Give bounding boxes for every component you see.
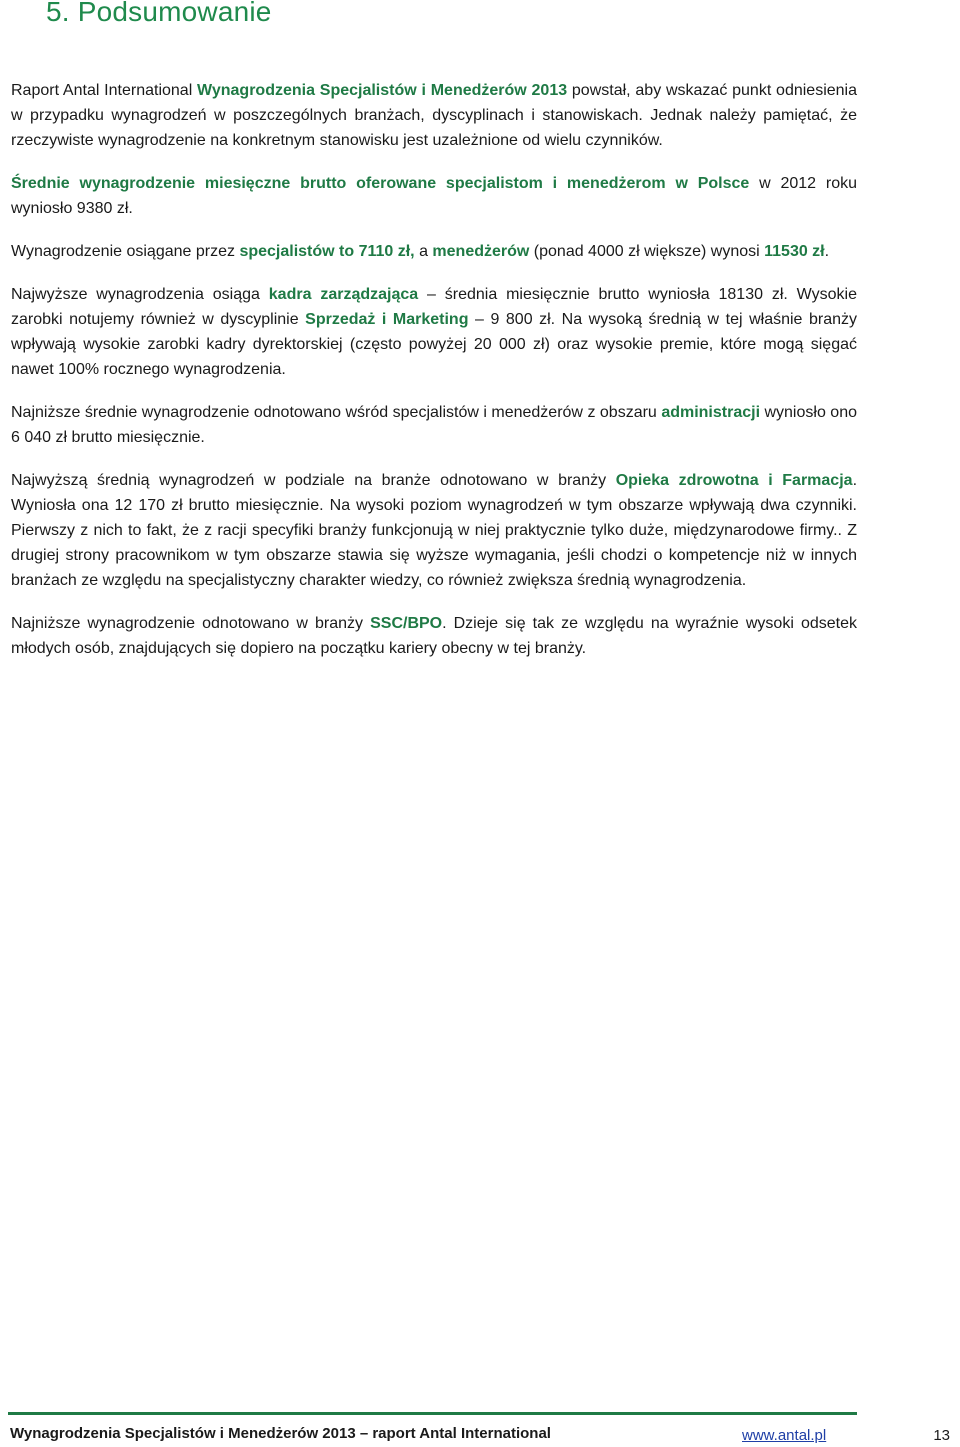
text-run: w 2012 roku wyniosło 9380 zł. (11, 175, 857, 217)
text-run: wyniosło ono 6 040 zł brutto miesięcznie. (11, 404, 857, 446)
page-title: 5. Podsumowanie (46, 0, 272, 27)
page-footer (10, 1425, 950, 1447)
page-number: 13 (933, 1427, 950, 1444)
paragraph-lowest-industry (11, 611, 857, 661)
paragraph-lowest-discipline (11, 400, 857, 450)
highlight-ssc-bpo: SSC/BPO (370, 615, 443, 632)
text-run: – średnia miesięcznie brutto wyniosła 18130 zł. Wysokie zarobki notujemy również w dyscyplinie (11, 286, 857, 328)
paragraph-intro (11, 78, 857, 153)
text-run: Najniższe wynagrodzenie odnotowano w branży (11, 615, 371, 632)
text-run: Wynagrodzenie osiągane przez (11, 243, 240, 260)
summary-body (11, 78, 857, 679)
text-run: – 9 800 zł. Na wysoką średnią w tej właśnie branży wpływają wysokie zarobki kadry dyrektorskiej (często powyżej 20 000 zł) oraz wysokie premie, które mogą sięgać nawet 100% rocznego wynagrodzenia. (11, 311, 858, 378)
text-run: Najwyższe wynagrodzenia osiąga (11, 286, 269, 303)
text-run: . Wyniosła ona 12 170 zł brutto miesięcznie. Na wysoki poziom wynagrodzeń w tym obszarze wpływają dwa czynniki. Pierwszy z nich to fakt, że z racji specyfiki branży funkcjonują w niej praktycznie tylko duże, międzynarodowe firmy.. Z drugiej strony pracownikom w tym obszarze stawia się wyższe wymagania, jeśli chodzi o kompetencje niż w innych branżach ze względu na specjalistyczny charakter wiedzy, co również zwiększa średnią wynagrodzenia. (11, 472, 858, 589)
text-run: a (414, 243, 433, 260)
highlight-managers-salary: 11530 zł (764, 243, 825, 260)
paragraph-average-salary (11, 171, 857, 221)
text-run: . (824, 243, 830, 260)
footer-title: Wynagrodzenia Specjalistów i Menedżerów 2013 – raport Antal International (10, 1425, 551, 1442)
paragraph-highest-salaries (11, 282, 857, 382)
text-run: powstał, aby wskazać punkt odniesienia w przypadku wynagrodzeń w poszczególnych branżach, dyscyplinach i stanowiskach. Jednak należy pamiętać, że rzeczywiste wynagrodzenie na konkretnym stanowisku jest uzależnione od wielu czynników. (11, 82, 858, 149)
highlight-sales-marketing: Sprzedaż i Marketing (305, 311, 469, 328)
text-run: Najniższe średnie wynagrodzenie odnotowano wśród specjalistów i menedżerów z obszaru (11, 404, 662, 421)
highlight-management: kadra zarządzająca (268, 286, 419, 303)
highlight-administration: administracji (661, 404, 761, 421)
footer-website-link[interactable]: www.antal.pl (742, 1427, 827, 1444)
highlight-report-title: Wynagrodzenia Specjalistów i Menedżerów 2013 (197, 82, 568, 99)
paragraph-highest-industry (11, 468, 857, 593)
highlight-specialists: specjalistów to 7110 zł, (239, 243, 415, 260)
highlight-managers: menedżerów (432, 243, 530, 260)
footer-divider (8, 1412, 857, 1415)
highlight-average-salary: Średnie wynagrodzenie miesięczne brutto oferowane specjalistom i menedżerom w Polsce (11, 175, 750, 192)
text-run: (ponad 4000 zł większe) wynosi (529, 243, 765, 260)
highlight-healthcare-pharma: Opieka zdrowotna i Farmacja (615, 472, 853, 489)
paragraph-specialists-managers (11, 239, 857, 264)
text-run: Najwyższą średnią wynagrodzeń w podziale na branże odnotowano w branży (11, 472, 616, 489)
text-run: . Dzieje się tak ze względu na wyraźnie wysoki odsetek młodych osób, znajdujących się dopiero na początku kariery obecny w tej branży. (11, 615, 857, 657)
text-run: Raport Antal International (11, 82, 198, 99)
